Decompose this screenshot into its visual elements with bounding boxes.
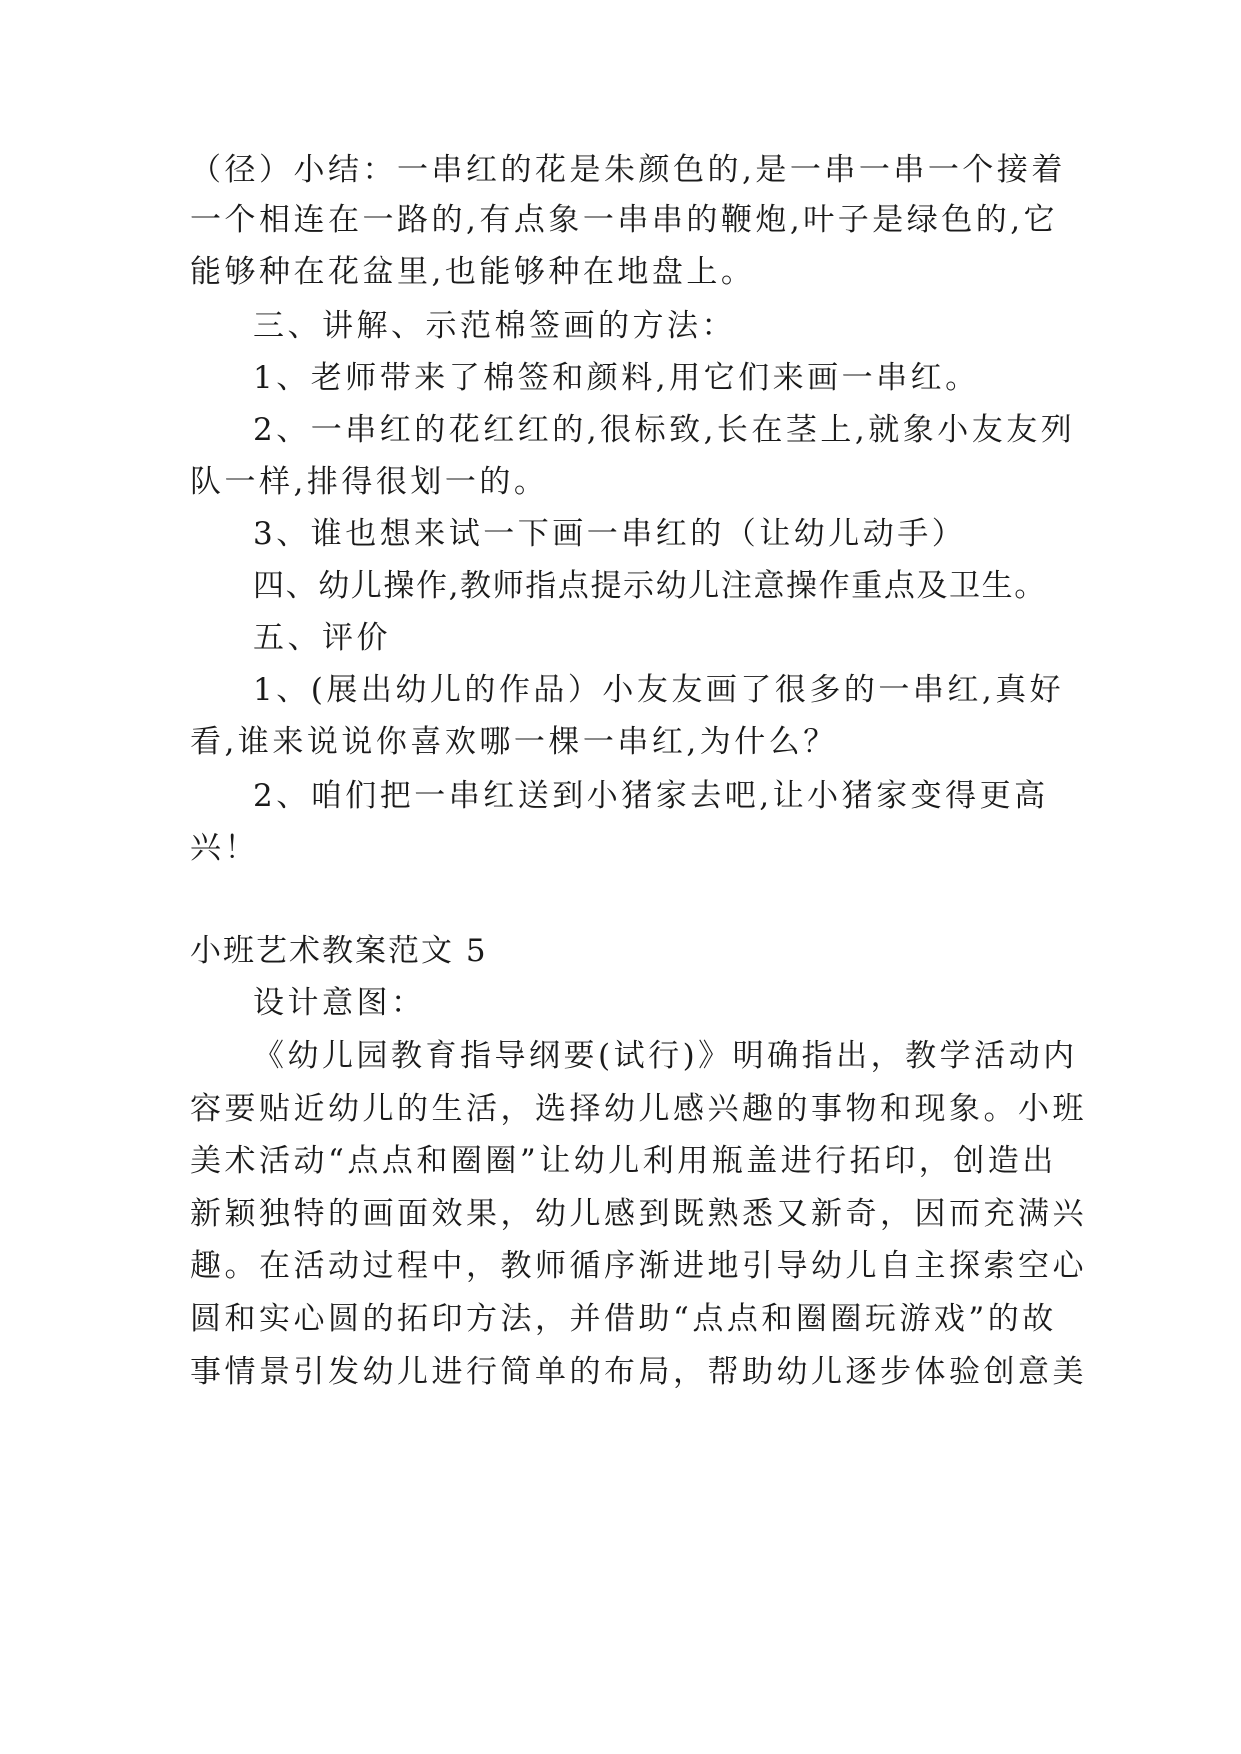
paragraph-line: 看,谁来说说你喜欢哪一棵一串红,为什么？ bbox=[190, 724, 838, 760]
paragraph-line: （径）小结：一串红的花是朱颜色的,是一串一串一个接着 bbox=[190, 152, 1066, 188]
list-item: 3、谁也想来试一下画一串红的（让幼儿动手） bbox=[253, 516, 967, 552]
paragraph-line: 《幼儿园教育指导纲要(试行)》明确指出，教学活动内 bbox=[253, 1038, 1078, 1074]
paragraph-line: 容要贴近幼儿的生活，选择幼儿感兴趣的事物和现象。小班 bbox=[190, 1091, 1087, 1127]
list-item: 2、咱们把一串红送到小猪家去吧,让小猪家变得更高 bbox=[253, 778, 1049, 814]
paragraph-line: 队一样,排得很划一的。 bbox=[190, 464, 549, 500]
document-title: 小班艺术教案范文 5 bbox=[190, 933, 488, 969]
paragraph-line: 趣。在活动过程中，教师循序渐进地引导幼儿自主探索空心 bbox=[190, 1248, 1087, 1284]
paragraph-line: 新颖独特的画面效果，幼儿感到既熟悉又新奇，因而充满兴 bbox=[190, 1196, 1087, 1232]
paragraph-line: 美术活动“点点和圈圈”让幼儿利用瓶盖进行拓印，创造出 bbox=[190, 1143, 1057, 1179]
paragraph-line: 圆和实心圆的拓印方法，并借助“点点和圈圈玩游戏”的故 bbox=[190, 1301, 1057, 1337]
section-heading: 三、讲解、示范棉签画的方法： bbox=[253, 308, 736, 344]
section-heading: 设计意图： bbox=[253, 985, 426, 1021]
section-heading: 五、评价 bbox=[253, 620, 391, 656]
paragraph-line: 能够种在花盆里,也能够种在地盘上。 bbox=[190, 254, 756, 290]
list-item: 1、老师带来了棉签和颜料,用它们来画一串红。 bbox=[253, 360, 980, 396]
paragraph-line: 事情景引发幼儿进行简单的布局，帮助幼儿逐步体验创意美 bbox=[190, 1354, 1087, 1390]
paragraph-line: 兴！ bbox=[190, 830, 259, 866]
section-heading: 四、幼儿操作,教师指点提示幼儿注意操作重点及卫生。 bbox=[253, 568, 1047, 604]
list-item: 1、(展出幼儿的作品）小友友画了很多的一串红,真好 bbox=[253, 672, 1065, 708]
list-item: 2、一串红的花红红的,很标致,长在茎上,就象小友友列 bbox=[253, 412, 1076, 448]
paragraph-line: 一个相连在一路的,有点象一串串的鞭炮,叶子是绿色的,它 bbox=[190, 202, 1059, 238]
